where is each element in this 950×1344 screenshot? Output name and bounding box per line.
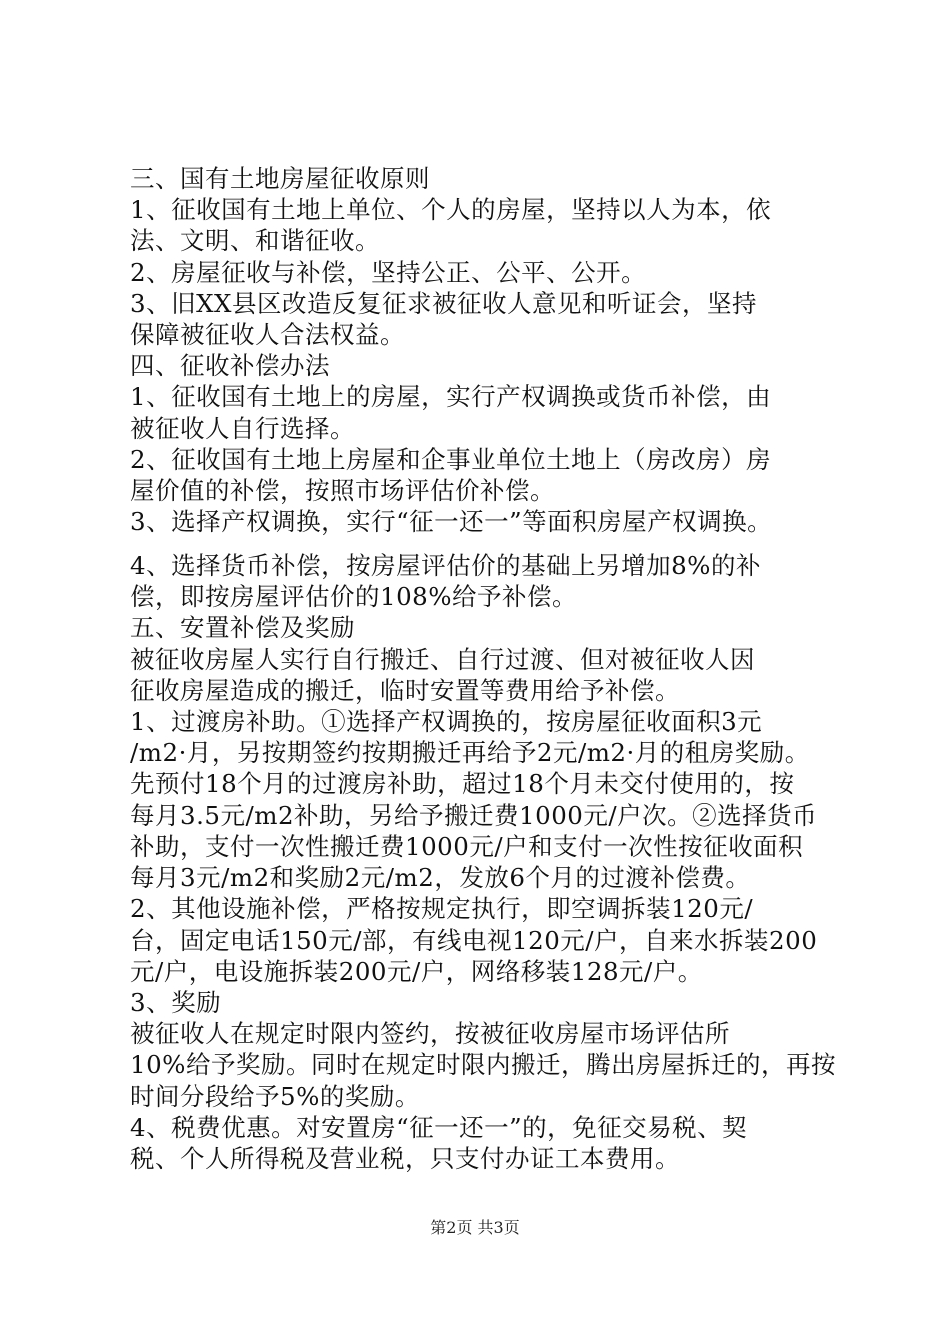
text-line: 屋价值的补偿，按照市场评估价补偿。	[130, 476, 555, 506]
text-line: 偿，即按房屋评估价的108%给予补偿。	[130, 582, 578, 612]
text-line: 被征收人自行选择。	[130, 413, 355, 443]
text-line: 每月3元/m2和奖励2元/m2，发放6个月的过渡补偿费。	[130, 863, 751, 893]
text-line: 4、选择货币补偿，按房屋评估价的基础上另增加8%的补	[130, 551, 761, 580]
text-line: 被征收房屋人实行自行搬迁、自行过渡、但对被征收人因	[130, 644, 755, 674]
text-line: 1、征收国有土地上单位、个人的房屋，坚持以人为本，依	[130, 195, 772, 225]
text-line: 时间分段给予5%的奖励。	[130, 1081, 420, 1111]
text-line: 4、税费优惠。对安置房“征一还一”的，免征交易税、契	[130, 1112, 748, 1142]
page-footer: 第2页 共3页	[430, 1218, 520, 1237]
text-line: 被征收人在规定时限内签约，按被征收房屋市场评估所	[130, 1019, 730, 1049]
text-line: 3、旧XX县区改造反复征求被征收人意见和听证会，坚持	[130, 288, 757, 318]
text-line: 3、奖励	[130, 987, 222, 1017]
text-line: 保障被征收人合法权益。	[130, 320, 405, 350]
text-line: 2、征收国有土地上房屋和企事业单位土地上（房改房）房	[130, 444, 772, 474]
text-line: 2、房屋征收与补偿，坚持公正、公平、公开。	[130, 257, 647, 287]
text-line: 补助，支付一次性搬迁费1000元/户和支付一次性按征收面积	[130, 831, 804, 861]
text-line: 法、文明、和谐征收。	[130, 226, 380, 256]
text-line: 3、选择产权调换，实行“征一还一”等面积房屋产权调换。	[130, 507, 773, 537]
text-line: 1、征收国有土地上的房屋，实行产权调换或货币补偿，由	[130, 382, 772, 412]
text-line: 五、安置补偿及奖励	[130, 613, 355, 643]
text-line: 三、国有土地房屋征收原则	[130, 164, 430, 193]
text-line: 1、过渡房补助。①选择产权调换的，按房屋征收面积3元	[130, 707, 763, 737]
text-line: 四、征收补偿办法	[130, 351, 330, 381]
text-line: 征收房屋造成的搬迁，临时安置等费用给予补偿。	[130, 675, 680, 705]
text-line: 10%给予奖励。同时在规定时限内搬迁，腾出房屋拆迁的，再按	[130, 1050, 836, 1080]
text-line: 2、其他设施补偿，严格按规定执行，即空调拆装120元/	[130, 894, 754, 924]
text-line: /m2·月，另按期签约按期搬迁再给予2元/m2·月的租房奖励。	[130, 738, 810, 768]
text-line: 每月3.5元/m2补助，另给予搬迁费1000元/户次。②选择货币	[130, 800, 818, 830]
text-line: 先预付18个月的过渡房补助，超过18个月未交付使用的，按	[130, 769, 795, 799]
text-line: 元/户，电设施拆装200元/户，网络移装128元/户。	[130, 956, 703, 986]
text-line: 税、个人所得税及营业税，只支付办证工本费用。	[130, 1144, 680, 1173]
text-line: 台，固定电话150元/部，有线电视120元/户，自来水拆装200	[130, 925, 818, 955]
